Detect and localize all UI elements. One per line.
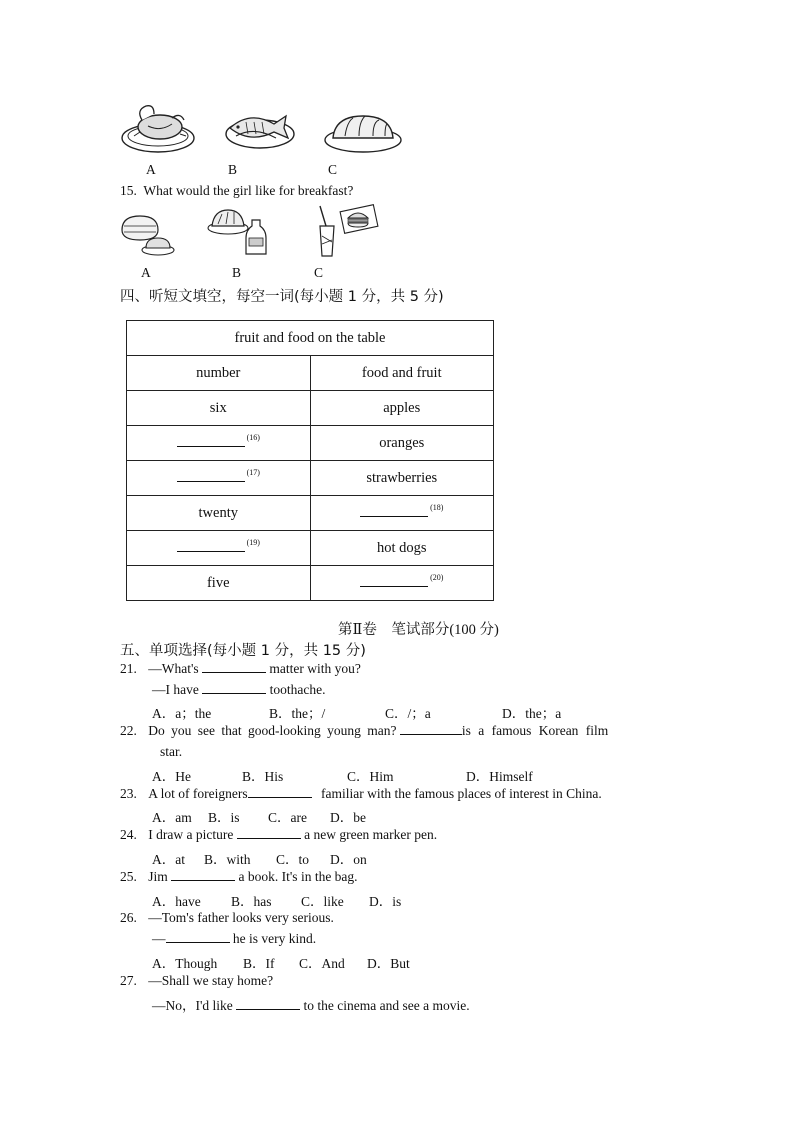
q23-text-b: familiar with the famous places of interest in China.	[320, 786, 602, 801]
q21-line2	[152, 682, 325, 698]
table-cell-food-blank[interactable]	[310, 496, 494, 531]
table-row	[127, 391, 494, 426]
q26-line1	[120, 910, 334, 926]
q22-option-c[interactable]: C．Him	[347, 769, 394, 784]
q25-option-c[interactable]: C．like	[301, 894, 344, 909]
q22-line2: star.	[160, 744, 183, 759]
q25-options	[152, 890, 401, 910]
q15-option-c: C	[314, 265, 324, 280]
q24-option-c[interactable]: C．to	[276, 852, 310, 867]
q26-options	[152, 952, 410, 972]
q26-text-a: —Tom's father looks very serious.	[148, 910, 334, 925]
q27-number: 27.	[120, 973, 137, 988]
table-cell-number: five	[127, 566, 311, 601]
q24-text-b: a new green marker pen.	[304, 827, 438, 842]
q15-option-a: A	[141, 265, 151, 280]
q27-blank[interactable]	[236, 998, 300, 1010]
blank-20[interactable]	[360, 574, 428, 587]
q26-blank[interactable]	[166, 931, 230, 943]
table-cell-number-blank[interactable]	[127, 531, 311, 566]
q21-blank-2[interactable]	[202, 682, 266, 694]
blank-17[interactable]	[177, 469, 245, 482]
q26-line2	[152, 931, 316, 947]
table-row	[127, 496, 494, 531]
bread-and-milk-picture	[206, 206, 270, 260]
q26-number: 26.	[120, 910, 137, 925]
table-cell-food-blank[interactable]	[310, 566, 494, 601]
q15-option-b: B	[232, 265, 242, 280]
q26-option-d[interactable]: D．But	[367, 956, 410, 971]
q24-option-d[interactable]: D．on	[330, 852, 367, 867]
q27-line1	[120, 973, 273, 989]
q25-option-d[interactable]: D．is	[369, 894, 402, 909]
blank-tag: (17)	[246, 467, 260, 477]
q14-option-b: B	[228, 162, 238, 177]
q21-line1	[120, 661, 361, 677]
q23-blank[interactable]	[248, 786, 312, 798]
q21-option-a[interactable]: A．a；the	[152, 706, 212, 721]
roast-chicken-picture	[120, 100, 196, 156]
q15-number: 15.	[120, 183, 137, 198]
table-title: fruit and food on the table	[127, 321, 494, 356]
q21-option-c[interactable]: C．/；a	[385, 706, 431, 721]
fish-dish-picture	[224, 100, 296, 156]
q21-text-a: —What's	[148, 661, 199, 676]
q22-option-d[interactable]: D．Himself	[466, 769, 533, 784]
q21-blank-1[interactable]	[202, 661, 266, 673]
q27-text-b: —No，I'd like	[152, 998, 233, 1013]
q14-option-a: A	[146, 162, 156, 177]
section4-title: 四、听短文填空，每空一词(每小题 1 分，共 5 分)	[120, 289, 444, 305]
table-cell-number: twenty	[127, 496, 311, 531]
q26-text-b: he is very kind.	[232, 931, 317, 946]
q22-line1	[120, 723, 608, 739]
bread-loaf-picture	[323, 106, 403, 156]
q23-options	[152, 806, 366, 826]
table-row	[127, 426, 494, 461]
q27-line2	[152, 994, 470, 1014]
blank-18[interactable]	[360, 504, 428, 517]
q25-text-a: Jim	[148, 869, 168, 884]
q25-option-a[interactable]: A．have	[152, 894, 201, 909]
blank-tag: (19)	[246, 537, 260, 547]
blank-tag: (20)	[430, 572, 444, 582]
q24-blank[interactable]	[237, 827, 301, 839]
q15-question	[120, 183, 353, 199]
blank-19[interactable]	[177, 539, 245, 552]
q23-option-d[interactable]: D．be	[330, 810, 366, 825]
blank-tag: (16)	[246, 432, 260, 442]
q14-option-c: C	[328, 162, 338, 177]
q25-option-b[interactable]: B．has	[231, 894, 272, 909]
q23-option-b[interactable]: B．is	[208, 810, 240, 825]
q25-number: 25.	[120, 869, 137, 884]
q21-text-b: matter with you?	[269, 661, 361, 676]
q23-number: 23.	[120, 786, 137, 801]
q21-options	[152, 702, 561, 722]
q24-line1	[120, 827, 437, 843]
bowl-and-bread-picture	[118, 212, 176, 258]
q25-line1	[120, 869, 358, 885]
q23-option-a[interactable]: A．am	[152, 810, 192, 825]
q22-option-a[interactable]: A．He	[152, 769, 191, 784]
table-header-number: number	[127, 356, 311, 391]
table-row	[127, 531, 494, 566]
table-header-food: food and fruit	[310, 356, 494, 391]
q22-text-b: is a famous Korean film	[461, 723, 609, 738]
q21-option-d[interactable]: D．the；a	[502, 706, 562, 721]
q26-option-b[interactable]: B．If	[243, 956, 275, 971]
q27-text-c: to the cinema and see a movie.	[303, 998, 470, 1013]
q21-option-b[interactable]: B．the；/	[269, 706, 326, 721]
table-cell-number-blank[interactable]	[127, 461, 311, 496]
section5-title: 五、单项选择(每小题 1 分，共 15 分)	[120, 643, 366, 659]
table-row	[127, 461, 494, 496]
drink-and-burger-picture	[312, 202, 380, 260]
part2-title: 第Ⅱ卷 笔试部分(100 分)	[338, 622, 499, 638]
q24-text-a: I draw a picture	[148, 827, 234, 842]
table-cell-food: oranges	[310, 426, 494, 461]
q25-text-b: a book. It's in the bag.	[238, 869, 358, 884]
q23-line1	[120, 786, 602, 802]
table-cell-number-blank[interactable]	[127, 426, 311, 461]
q21-number: 21.	[120, 661, 137, 676]
blank-tag: (18)	[430, 502, 444, 512]
q23-text-a: A lot of foreigners	[148, 786, 248, 801]
q23-option-c[interactable]: C．are	[268, 810, 307, 825]
q26-dash: —	[152, 931, 166, 946]
q26-option-a[interactable]: A．Though	[152, 956, 218, 971]
q22-options	[152, 765, 533, 785]
q21-text-d: toothache.	[269, 682, 326, 697]
table-cell-number: six	[127, 391, 311, 426]
q26-option-c[interactable]: C．And	[299, 956, 345, 971]
q22-blank[interactable]	[400, 723, 462, 735]
q15-text: What would the girl like for breakfast?	[143, 183, 354, 198]
q24-options	[152, 848, 367, 868]
q24-option-b[interactable]: B．with	[204, 852, 251, 867]
q24-number: 24.	[120, 827, 137, 842]
q22-option-b[interactable]: B．His	[242, 769, 284, 784]
table-cell-food: strawberries	[310, 461, 494, 496]
blank-16[interactable]	[177, 434, 245, 447]
q25-blank[interactable]	[171, 869, 235, 881]
q22-number: 22.	[120, 723, 137, 738]
fill-in-table	[126, 320, 494, 601]
q21-text-c: —I have	[152, 682, 199, 697]
table-row	[127, 566, 494, 601]
q27-text-a: —Shall we stay home?	[148, 973, 274, 988]
q22-text-a: Do you see that good-looking young man?	[148, 723, 397, 738]
table-cell-food: apples	[310, 391, 494, 426]
table-cell-food: hot dogs	[310, 531, 494, 566]
q24-option-a[interactable]: A．at	[152, 852, 185, 867]
